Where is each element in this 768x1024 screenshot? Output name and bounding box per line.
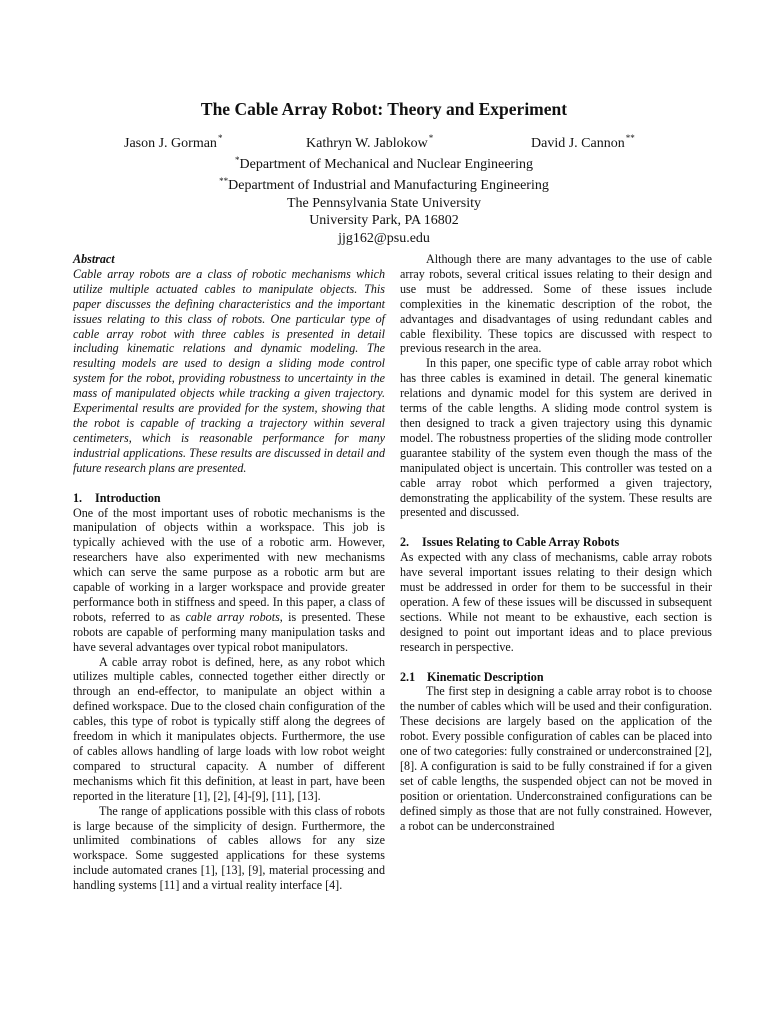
university-address: University Park, PA 16802 — [309, 213, 459, 229]
author-1 — [124, 133, 222, 152]
section-1-title: Introduction — [95, 490, 161, 505]
affiliations — [0, 152, 768, 247]
intro-paragraph-2: A cable array robot is defined, here, as any robot which utilizes multiple cables, connected together either directly or through an end-effector, to manipulate an object within a defined workspace. Due to the closed chain configuration of the cables, this type of robot is typically stiff along the degrees of freedom in which it manipulates objects. Furthermore, the use of cables allows handling of large loads with low robot weight compared to structural capacity. A number of different mechanisms which fit this definition, at least in part, have been reported in the literature [1], [2], [4]-[9], [11], [13]. — [73, 654, 385, 803]
intro-paragraph-4: Although there are many advantages to the use of cable array robots, several critical issues relating to their design and use must be addressed. Some of these issues include complexities in the kinematic description of the robot, the advantages and disadvantages of using redundant cables and cable flexibility. These topics are discussed with respect to previous research in the area. — [400, 252, 712, 356]
author-3-name: David J. Cannon — [531, 136, 625, 151]
section-1-heading — [73, 491, 385, 506]
section-2-1-heading — [400, 670, 712, 685]
section-2-1-number: 2.1 — [400, 669, 416, 684]
university: The Pennsylvania State University — [286, 195, 482, 211]
section-2-1-paragraph-1: The first step in designing a cable array robot is to choose the number of cables which will be used and their configuration. These decisions are largely based on the application of the robot. Every possible configuration of cables can be placed into one of two categories: fully constrained or underconstrained [2], [8]. A configuration is said to be fully constrained if for a given set of cable lengths, the suspended object can not be moved in position or orientation. Underconstrained configurations can be defined simply as those that are not fully constrained. However, a robot can be underconstrained — [400, 684, 712, 833]
intro-p1-emphasis: cable array robots — [185, 609, 280, 624]
left-column — [73, 252, 385, 893]
contact-email: jjg162@psu.edu — [338, 230, 430, 246]
intro-paragraph-5: In this paper, one specific type of cable array robot which has three cables is examined in detail. The general kinematic relations and dynamic model for this system are derived in terms of the cable lengths. A sliding mode control system is then designed to track a given trajectory using this dynamic model. The robustness properties of the sliding mode controller guarantee stability of the system even though the mass of the manipulated object is uncertain. This controller was tested on a cable array robot which performed a given trajectory, demonstrating the applicability of the system. These results are presented and discussed. — [400, 356, 712, 520]
author-3-mark: ** — [625, 133, 635, 143]
paper-title: The Cable Array Robot: Theory and Experiment — [200, 99, 568, 119]
intro-paragraph-3: The range of applications possible with this class of robots is large because of the simplicity of design. Furthermore, the unlimited combinations of cables allows for any size workspace. Some suggested applications for these systems include automated cranes [1], [13], [9], material processing and handling systems [11] and a virtual reality interface [4]. — [73, 803, 385, 893]
intro-paragraph-1 — [73, 506, 385, 655]
abstract-heading: Abstract — [73, 252, 115, 266]
section-2-1-title: Kinematic Description — [427, 669, 544, 684]
section-2-paragraph-1: As expected with any class of mechanisms, cable array robots have several important issues relating to their design which must be addressed in order for them to be successful in their operation. A few of these issues will be discussed in subsequent sections. While not meant to be exhaustive, each section is designed to point out important ideas and to place previous research in perspective. — [400, 550, 712, 654]
affiliation-2-mark: ** — [219, 176, 229, 187]
section-1-number: 1. — [73, 490, 83, 505]
right-column — [400, 252, 712, 834]
affiliation-1 — [0, 152, 768, 173]
author-line — [0, 133, 768, 153]
intro-p1-text: One of the most important uses of robotic mechanisms is the manipulation of objects within a workspace. This job is typically achieved with the use of a robotic arm. However, researchers have also experimented with new mechanisms which can serve the same purpose as a robotic arm but are capable of working in a larger workspace and provide greater performance both in stiffness and speed. In this paper, a class of robots, referred to as — [73, 505, 385, 624]
author-1-name: Jason J. Gorman — [124, 136, 217, 151]
affiliation-1-mark: * — [235, 155, 240, 165]
affiliation-2-text: Department of Industrial and Manufacturing Engineering — [228, 178, 549, 194]
author-3 — [531, 133, 635, 152]
affiliation-2 — [0, 173, 768, 194]
author-2-name: Kathryn W. Jablokow — [306, 136, 428, 151]
section-2-heading — [400, 535, 712, 550]
intro-p1-end: , is presented. These robots are capable of performing many manipulation tasks and have several advantages over typical robot manipulators. — [73, 609, 386, 654]
abstract-text: Cable array robots are a class of robotic mechanisms which utilize multiple actuated cables to manipulate objects. This paper discusses the defining characteristics and the important issues relating to this class of robots. One particular type of cable array robot with three cables is presented in detail including kinematic relations and dynamic modeling. The resulting models are used to design a sliding mode control system for the robot, providing robustness to uncertainty in the mass of manipulated objects while tracking a given trajectory. Experimental results are provided for the system, showing that the robot is capable of tracking a trajectory within several centimeters, which is reasonable performance for many industrial applications. These results are discussed in detail and future research plans are presented. — [73, 266, 385, 475]
section-2-number: 2. — [400, 535, 410, 550]
affiliation-1-text: Department of Mechanical and Nuclear Engineering — [239, 157, 533, 172]
author-2-mark: * — [428, 133, 434, 143]
author-2 — [306, 133, 433, 152]
section-2-title: Issues Relating to Cable Array Robots — [422, 535, 620, 550]
author-1-mark: * — [217, 133, 223, 143]
